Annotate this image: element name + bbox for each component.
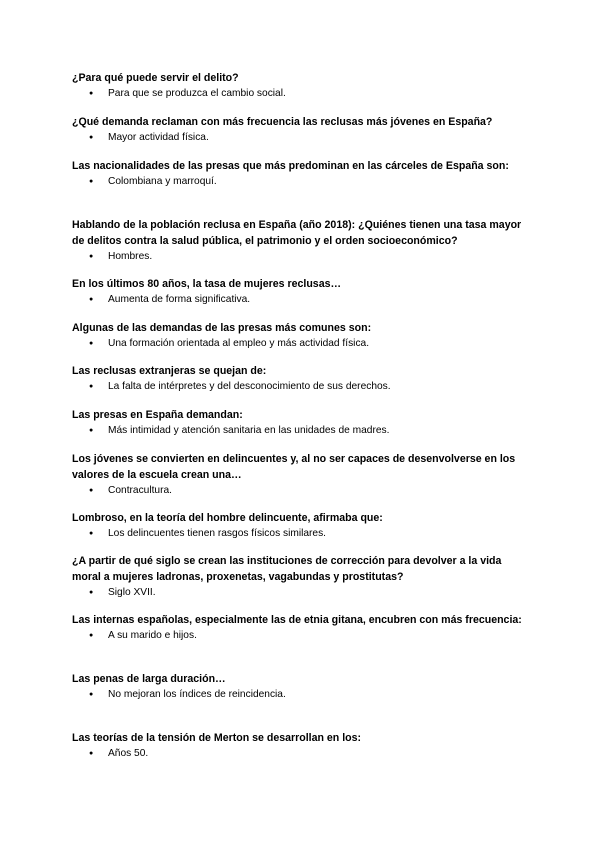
- answer-14-text: Años 50.: [108, 748, 149, 760]
- qa-item-7: [72, 363, 532, 395]
- answer-1-text: Para que se produzca el cambio social.: [108, 88, 286, 100]
- answer-8-text: Más intimidad y atención sanitaria en las unidades de madres.: [108, 425, 390, 437]
- answer-12: [72, 628, 532, 644]
- answer-2: [72, 130, 532, 146]
- answer-7-text: La falta de intérpretes y del desconocimiento de sus derechos.: [108, 381, 391, 393]
- answer-7: [72, 379, 532, 395]
- answer-4-text: Hombres.: [108, 251, 153, 263]
- bullet-icon: ●: [89, 90, 94, 98]
- answer-13-text: No mejoran los índices de reincidencia.: [108, 689, 286, 701]
- answer-9-text: Contracultura.: [108, 485, 172, 497]
- question-13: Las penas de larga duración…: [72, 673, 226, 685]
- qa-item-13: [72, 671, 532, 703]
- question-7: Las reclusas extranjeras se quejan de:: [72, 365, 267, 377]
- bullet-icon: ●: [89, 427, 94, 435]
- bullet-icon: ●: [89, 691, 94, 699]
- answer-10-text: Los delincuentes tienen rasgos físicos similares.: [108, 528, 327, 540]
- answer-2-text: Mayor actividad física.: [108, 132, 209, 144]
- qa-item-2: [72, 114, 532, 146]
- qa-item-6: [72, 320, 532, 352]
- answer-12-text: A su marido e hijos.: [108, 630, 197, 642]
- answer-13: [72, 687, 532, 703]
- qa-item-1: [72, 70, 532, 102]
- question-14: Las teorías de la tensión de Merton se desarrollan en los:: [72, 732, 362, 744]
- bullet-icon: ●: [89, 340, 94, 348]
- qa-item-8: [72, 407, 532, 439]
- bullet-icon: ●: [89, 296, 94, 304]
- bullet-icon: ●: [89, 253, 94, 261]
- answer-5-text: Aumenta de forma significativa.: [108, 294, 251, 306]
- answer-3-text: Colombiana y marroquí.: [108, 176, 217, 188]
- question-3: Las nacionalidades de las presas que más predominan en las cárceles de España son:: [72, 160, 509, 172]
- question-9: Los jóvenes se convierten en delincuentes y, al no ser capaces de desenvolverse en los valores de la escuela crean una…: [72, 453, 516, 482]
- qa-item-3: [72, 158, 532, 190]
- question-12: Las internas españolas, especialmente las de etnia gitana, encubren con más frecuencia:: [72, 614, 522, 626]
- answer-8: [72, 423, 532, 439]
- answer-3: [72, 174, 532, 190]
- qa-item-14: [72, 730, 532, 762]
- question-8: Las presas en España demandan:: [72, 409, 243, 421]
- bullet-icon: ●: [89, 530, 94, 538]
- answer-14: [72, 746, 532, 762]
- answer-11-text: Siglo XVII.: [108, 587, 156, 599]
- bullet-icon: ●: [89, 178, 94, 186]
- bullet-icon: ●: [89, 632, 94, 640]
- question-5: En los últimos 80 años, la tasa de mujeres reclusas…: [72, 278, 342, 290]
- qa-item-11: [72, 553, 532, 601]
- answer-1: [72, 86, 532, 102]
- bullet-icon: ●: [89, 750, 94, 758]
- answer-11: [72, 585, 532, 601]
- bullet-icon: ●: [89, 487, 94, 495]
- question-6: Algunas de las demandas de las presas más comunes son:: [72, 322, 372, 334]
- qa-item-12: [72, 612, 532, 644]
- answer-6: [72, 336, 532, 352]
- qa-item-9: [72, 451, 532, 499]
- question-11: ¿A partir de qué siglo se crean las instituciones de corrección para devolver a la vida moral a mujeres ladronas, proxenetas, vagabundas y prostitutas?: [72, 555, 502, 584]
- question-4: Hablando de la población reclusa en España (año 2018): ¿Quiénes tienen una tasa mayor de delitos contra la salud pública, el patrimonio y el orden socioeconómico?: [72, 219, 522, 248]
- qa-item-4: [72, 217, 532, 265]
- qa-item-5: [72, 276, 532, 308]
- answer-9: [72, 483, 532, 499]
- question-1: ¿Para qué puede servir el delito?: [72, 72, 239, 84]
- answer-5: [72, 292, 532, 308]
- question-10: Lombroso, en la teoría del hombre delincuente, afirmaba que:: [72, 512, 383, 524]
- answer-10: [72, 526, 532, 542]
- qa-item-10: [72, 510, 532, 542]
- bullet-icon: ●: [89, 589, 94, 597]
- answer-4: [72, 249, 532, 265]
- bullet-icon: ●: [89, 134, 94, 142]
- answer-6-text: Una formación orientada al empleo y más actividad física.: [108, 338, 370, 350]
- question-2: ¿Qué demanda reclaman con más frecuencia las reclusas más jóvenes en España?: [72, 116, 493, 128]
- bullet-icon: ●: [89, 383, 94, 391]
